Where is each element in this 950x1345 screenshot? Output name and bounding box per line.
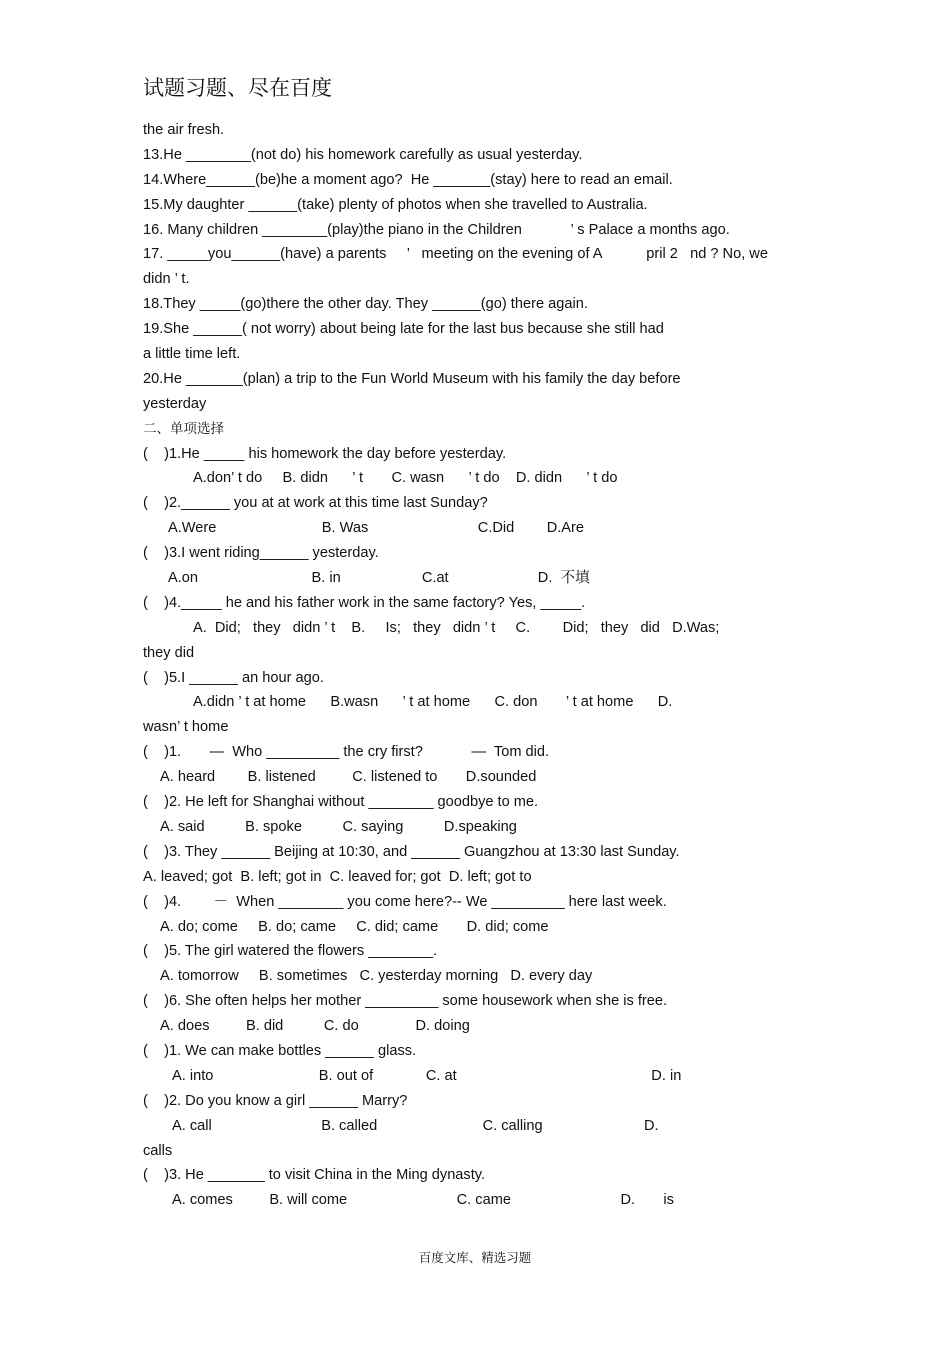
text-line: ( )3. He _______ to visit China in the Ming dynasty. [143,1167,486,1184]
text-line: 17. _____you______(have) a parents ’ meeting on the evening of A pril 2 nd ? No, we [143,246,768,263]
text-line: A.don’ t do B. didn ’ t C. wasn ’ t do D. didn ’ t do [193,470,618,487]
text-line: 14.Where______(be)he a moment ago? He _______(stay) here to read an email. [143,171,673,188]
text-line: 16. Many children ________(play)the piano in the Children ’ s Palace a months ago. [143,221,730,238]
text-line: A. Did; they didn ’ t B. Is; they didn ’ t C. Did; they did D.Was; [193,619,720,636]
text-line: ( )6. She often helps her mother _________ some housework when she is free. [143,993,668,1010]
text-line: the air fresh. [143,122,225,138]
text-line: A. comes B. will come C. came D. is [172,1192,674,1209]
text-line: ( )1.He _____ his homework the day before yesterday. [143,445,507,462]
text-line: A. tomorrow B. sometimes C. yesterday morning D. every day [160,968,593,985]
text-line: they did [143,644,195,661]
text-line: wasn’ t home [143,719,229,736]
text-line: ( )2.______ you at at work at this time last Sunday? [143,495,488,512]
text-line: A. do; come B. do; came C. did; came D. did; come [160,918,549,935]
page-footer: 百度文库、精选习题 [418,1250,532,1265]
text-line: A. heard B. listened C. listened to D.sounded [160,769,537,786]
text-line: 13.He ________(not do) his homework carefully as usual yesterday. [143,146,583,163]
text-line: A.on B. in C.at D. 不填 [168,570,590,587]
text-line: ( )2. He left for Shanghai without ________ goodbye to me. [143,794,539,811]
text-line: didn ’ t. [143,271,190,288]
text-line: a little time left. [143,346,241,363]
text-line: 15.My daughter ______(take) plenty of photos when she travelled to Australia. [143,196,648,213]
text-line: ( )4._____ he and his father work in the same factory? Yes, _____. [143,594,586,611]
page-header-title: 试题习题、尽在百度 [143,76,332,100]
text-line: A. leaved; got B. left; got in C. leaved for; got D. left; got to [143,868,532,885]
text-line: ( )3. They ______ Beijing at 10:30, and ______ Guangzhou at 13:30 last Sunday. [143,843,680,860]
text-line: A.Were B. Was C.Did D.Are [168,520,585,537]
text-line: ( )2. Do you know a girl ______ Marry? [143,1092,408,1109]
text-line: 20.He _______(plan) a trip to the Fun World Museum with his family the day before [143,370,681,387]
text-line: ( )5.I ______ an hour ago. [143,669,324,686]
text-line: A. call B. called C. calling D. [172,1117,659,1134]
text-line: A.didn ’ t at home B.wasn ’ t at home C. don ’ t at home D. [193,694,673,711]
text-line: calls [143,1142,173,1159]
text-line: A. does B. did C. do D. doing [160,1018,470,1035]
text-line: ( )1. We can make bottles ______ glass. [143,1042,417,1059]
text-line: ( )1. — Who _________ the cry first? — Tom did. [143,744,550,761]
text-line: ( )3.I went riding______ yesterday. [143,545,379,562]
text-line: A. into B. out of C. at D. in [172,1067,682,1084]
text-line: ( )4. － When ________ you come here?-- We _________ here last week. [143,893,667,910]
text-line: ( )5. The girl watered the flowers ________. [143,943,438,960]
text-line: 二、单项选择 [143,420,224,437]
text-line: 19.She ______( not worry) about being late for the last bus because she still had [143,321,664,338]
text-line: 18.They _____(go)there the other day. They ______(go) there again. [143,296,588,313]
text-line: yesterday [143,395,207,412]
text-line: A. said B. spoke C. saying D.speaking [160,818,517,835]
exercise-body [143,118,823,1213]
